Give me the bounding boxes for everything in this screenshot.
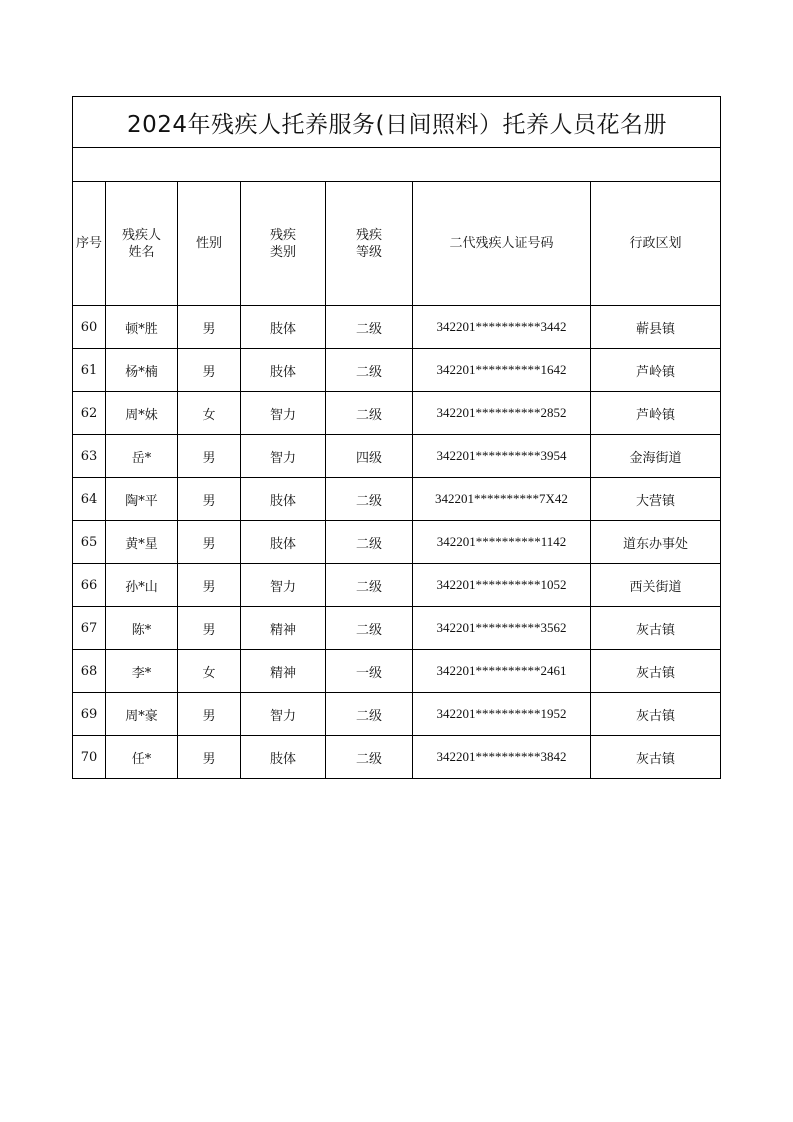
cell-seq: 64: [73, 478, 106, 521]
header-name-line2: 姓名: [128, 244, 155, 260]
cell-name: 陶*平: [106, 478, 178, 521]
cell-gender: 男: [178, 736, 241, 779]
table-row: [73, 478, 721, 521]
cell-id: 342201**********7X42: [413, 478, 591, 521]
header-row: [73, 182, 721, 306]
cell-seq: 68: [73, 650, 106, 693]
cell-gender: 女: [178, 392, 241, 435]
cell-id: 342201**********1642: [413, 349, 591, 392]
table-row: [73, 435, 721, 478]
cell-gender: 男: [178, 693, 241, 736]
table-row: [73, 392, 721, 435]
header-id: 二代残疾人证号码: [413, 182, 591, 306]
cell-level: 二级: [326, 349, 413, 392]
cell-name: 黄*星: [106, 521, 178, 564]
cell-type: 肢体: [241, 306, 326, 349]
cell-level: 二级: [326, 478, 413, 521]
cell-name: 周*豪: [106, 693, 178, 736]
table-row: [73, 564, 721, 607]
cell-id: 342201**********3442: [413, 306, 591, 349]
table-row: [73, 693, 721, 736]
cell-region: 灰古镇: [591, 650, 721, 693]
header-type: [241, 182, 326, 306]
cell-seq: 63: [73, 435, 106, 478]
header-type-line1: 残疾: [269, 227, 296, 243]
cell-name: 周*妹: [106, 392, 178, 435]
cell-level: 二级: [326, 607, 413, 650]
cell-name: 陈*: [106, 607, 178, 650]
cell-gender: 男: [178, 564, 241, 607]
cell-region: 大营镇: [591, 478, 721, 521]
table-row: [73, 607, 721, 650]
cell-type: 智力: [241, 392, 326, 435]
cell-id: 342201**********3562: [413, 607, 591, 650]
table-row: [73, 650, 721, 693]
cell-gender: 女: [178, 650, 241, 693]
subtitle-row: [73, 148, 721, 182]
cell-level: 二级: [326, 736, 413, 779]
table-row: [73, 349, 721, 392]
cell-seq: 66: [73, 564, 106, 607]
header-level-line2: 等级: [355, 244, 382, 260]
cell-id: 342201**********1052: [413, 564, 591, 607]
header-level-line1: 残疾: [355, 227, 382, 243]
cell-region: 道东办事处: [591, 521, 721, 564]
cell-type: 精神: [241, 650, 326, 693]
cell-level: 二级: [326, 521, 413, 564]
cell-region: 灰古镇: [591, 736, 721, 779]
cell-seq: 67: [73, 607, 106, 650]
cell-type: 智力: [241, 435, 326, 478]
cell-gender: 男: [178, 435, 241, 478]
cell-level: 四级: [326, 435, 413, 478]
cell-level: 二级: [326, 564, 413, 607]
cell-region: 芦岭镇: [591, 392, 721, 435]
cell-id: 342201**********3954: [413, 435, 591, 478]
cell-id: 342201**********3842: [413, 736, 591, 779]
table-row: [73, 736, 721, 779]
cell-gender: 男: [178, 521, 241, 564]
cell-gender: 男: [178, 607, 241, 650]
cell-region: 芦岭镇: [591, 349, 721, 392]
cell-region: 西关街道: [591, 564, 721, 607]
cell-region: 蕲县镇: [591, 306, 721, 349]
cell-seq: 60: [73, 306, 106, 349]
cell-type: 智力: [241, 693, 326, 736]
cell-type: 肢体: [241, 478, 326, 521]
cell-id: 342201**********1142: [413, 521, 591, 564]
cell-region: 灰古镇: [591, 693, 721, 736]
cell-type: 肢体: [241, 349, 326, 392]
cell-gender: 男: [178, 478, 241, 521]
header-gender: 性别: [178, 182, 241, 306]
cell-seq: 62: [73, 392, 106, 435]
cell-name: 岳*: [106, 435, 178, 478]
header-type-line2: 类别: [269, 244, 296, 260]
header-name-line1: 残疾人: [121, 227, 161, 243]
cell-type: 精神: [241, 607, 326, 650]
cell-name: 李*: [106, 650, 178, 693]
cell-type: 肢体: [241, 521, 326, 564]
cell-level: 二级: [326, 392, 413, 435]
cell-name: 孙*山: [106, 564, 178, 607]
roster-table: [72, 96, 721, 779]
cell-id: 342201**********2461: [413, 650, 591, 693]
cell-gender: 男: [178, 306, 241, 349]
cell-level: 一级: [326, 650, 413, 693]
cell-name: 杨*楠: [106, 349, 178, 392]
cell-level: 二级: [326, 693, 413, 736]
cell-gender: 男: [178, 349, 241, 392]
cell-type: 肢体: [241, 736, 326, 779]
cell-seq: 65: [73, 521, 106, 564]
cell-type: 智力: [241, 564, 326, 607]
cell-name: 顿*胜: [106, 306, 178, 349]
cell-seq: 69: [73, 693, 106, 736]
page-title: 2024年残疾人托养服务(日间照料）托养人员花名册: [73, 97, 721, 148]
table-row: [73, 306, 721, 349]
cell-seq: 70: [73, 736, 106, 779]
cell-name: 任*: [106, 736, 178, 779]
cell-region: 灰古镇: [591, 607, 721, 650]
cell-id: 342201**********1952: [413, 693, 591, 736]
header-name: [106, 182, 178, 306]
cell-level: 二级: [326, 306, 413, 349]
header-level: [326, 182, 413, 306]
header-seq: 序号: [73, 182, 106, 306]
cell-region: 金海街道: [591, 435, 721, 478]
header-region: 行政区划: [591, 182, 721, 306]
table-row: [73, 521, 721, 564]
cell-id: 342201**********2852: [413, 392, 591, 435]
cell-seq: 61: [73, 349, 106, 392]
